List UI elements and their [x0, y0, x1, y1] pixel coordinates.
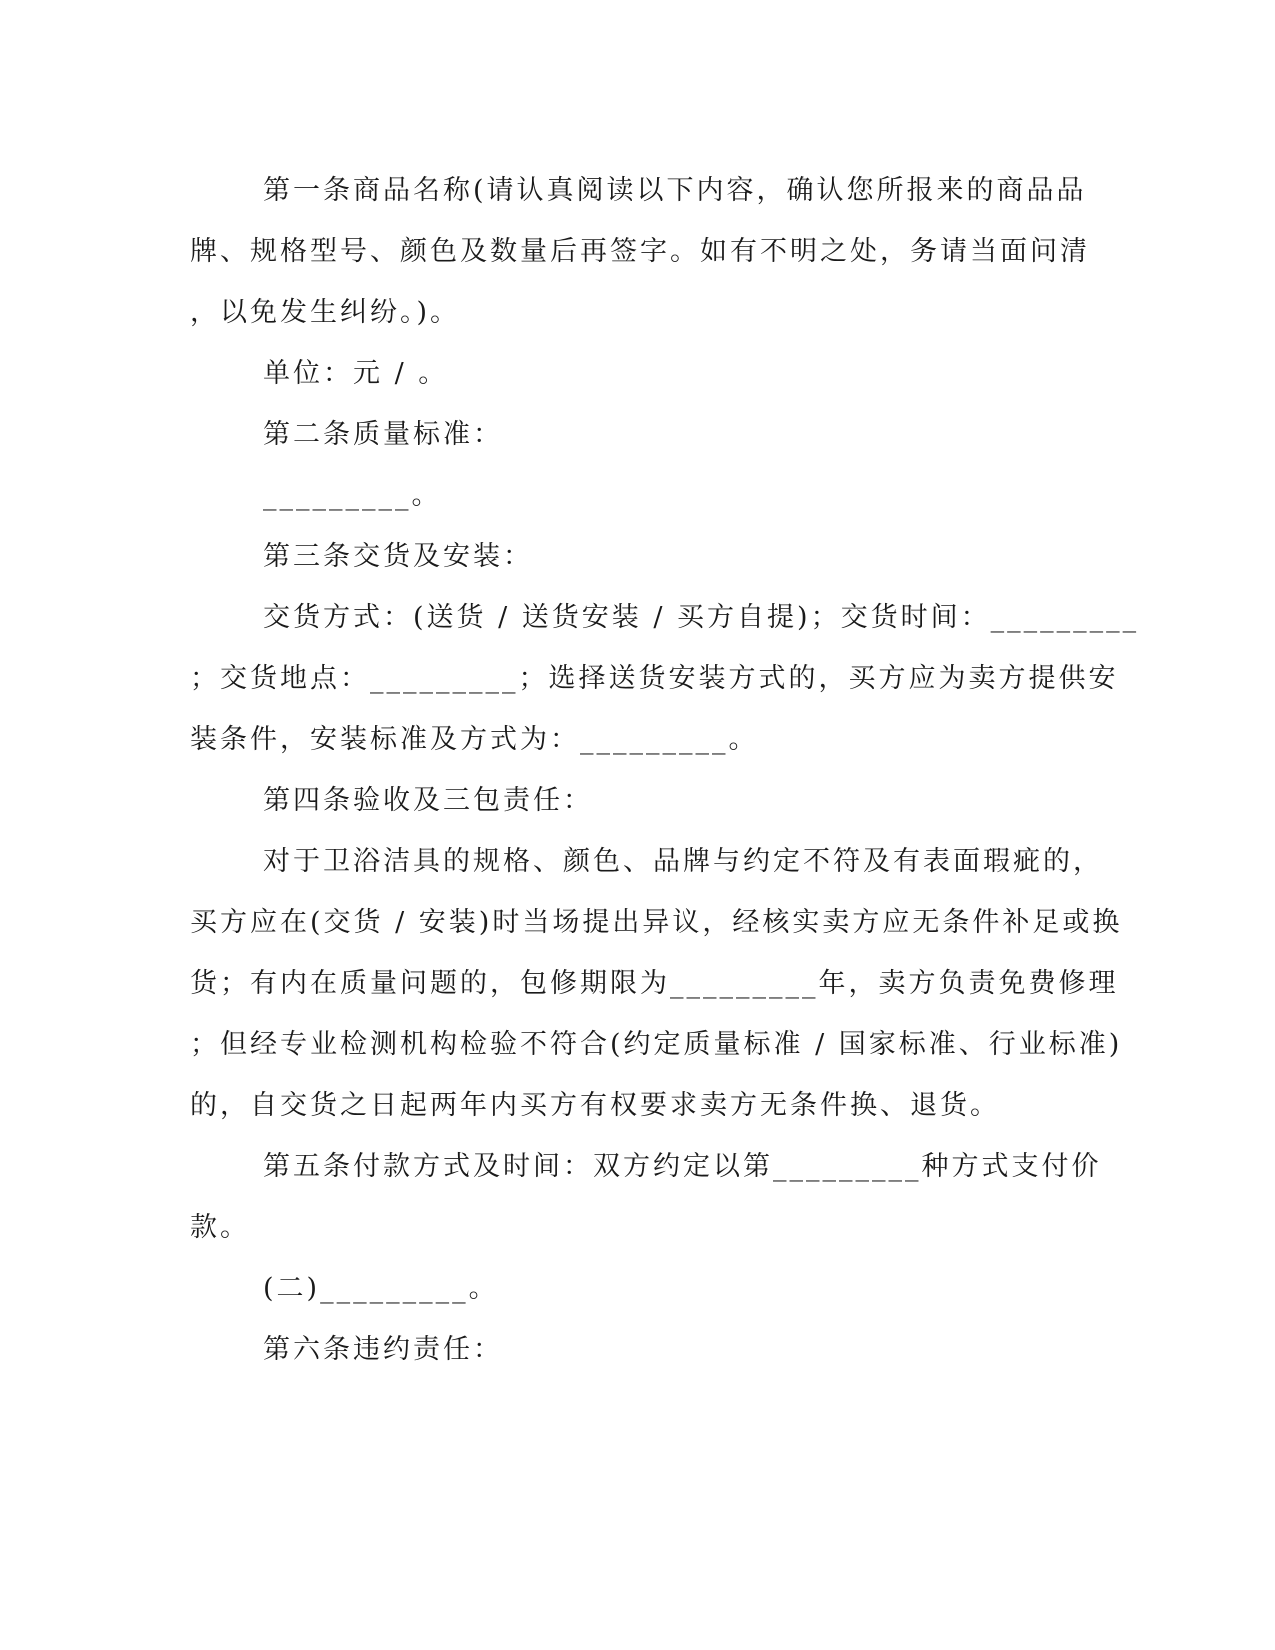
document-body: [190, 160, 1140, 1380]
article-4-heading: 第四条验收及三包责任：: [263, 785, 593, 816]
acceptance-line-2: 买方应在(交货 / 安装)时当场提出异议，经核实卖方应无条件补足或换: [190, 907, 1123, 938]
acceptance-line-3: 货；有内在质量问题的，包修期限为_________年，卖方负责免费修理: [190, 968, 1119, 999]
article-5-line-2: 款。: [190, 1212, 250, 1243]
article-2-heading: 第二条质量标准：: [263, 419, 503, 450]
unit-line: 单位：元 / 。: [263, 358, 449, 389]
payment-option-2: (二)_________。: [263, 1273, 499, 1304]
quality-standard-blank: _________。: [263, 480, 442, 511]
article-3-heading: 第三条交货及安装：: [263, 541, 533, 572]
article-6-heading: 第六条违约责任：: [263, 1334, 503, 1365]
article-1-line-3: ，以免发生纠纷。)。: [190, 297, 461, 328]
article-5-line-1: 第五条付款方式及时间：双方约定以第_________种方式支付价: [263, 1151, 1102, 1182]
delivery-line-3: 装条件，安装标准及方式为：_________。: [190, 724, 759, 755]
article-1-line-2: 牌、规格型号、颜色及数量后再签字。如有不明之处，务请当面问清: [190, 236, 1090, 267]
delivery-line-2: ；交货地点：_________；选择送货安装方式的，买方应为卖方提供安: [190, 663, 1119, 694]
delivery-line-1: 交货方式：(送货 / 送货安装 / 买方自提)；交货时间：_________: [263, 602, 1140, 633]
acceptance-line-1: 对于卫浴洁具的规格、颜色、品牌与约定不符及有表面瑕疵的，: [263, 846, 1103, 877]
article-1-line-1: 第一条商品名称(请认真阅读以下内容，确认您所报来的商品品: [263, 175, 1087, 206]
acceptance-line-5: 的，自交货之日起两年内买方有权要求卖方无条件换、退货。: [190, 1090, 1000, 1121]
acceptance-line-4: ；但经专业检测机构检验不符合(约定质量标准 / 国家标准、行业标准): [190, 1029, 1123, 1060]
